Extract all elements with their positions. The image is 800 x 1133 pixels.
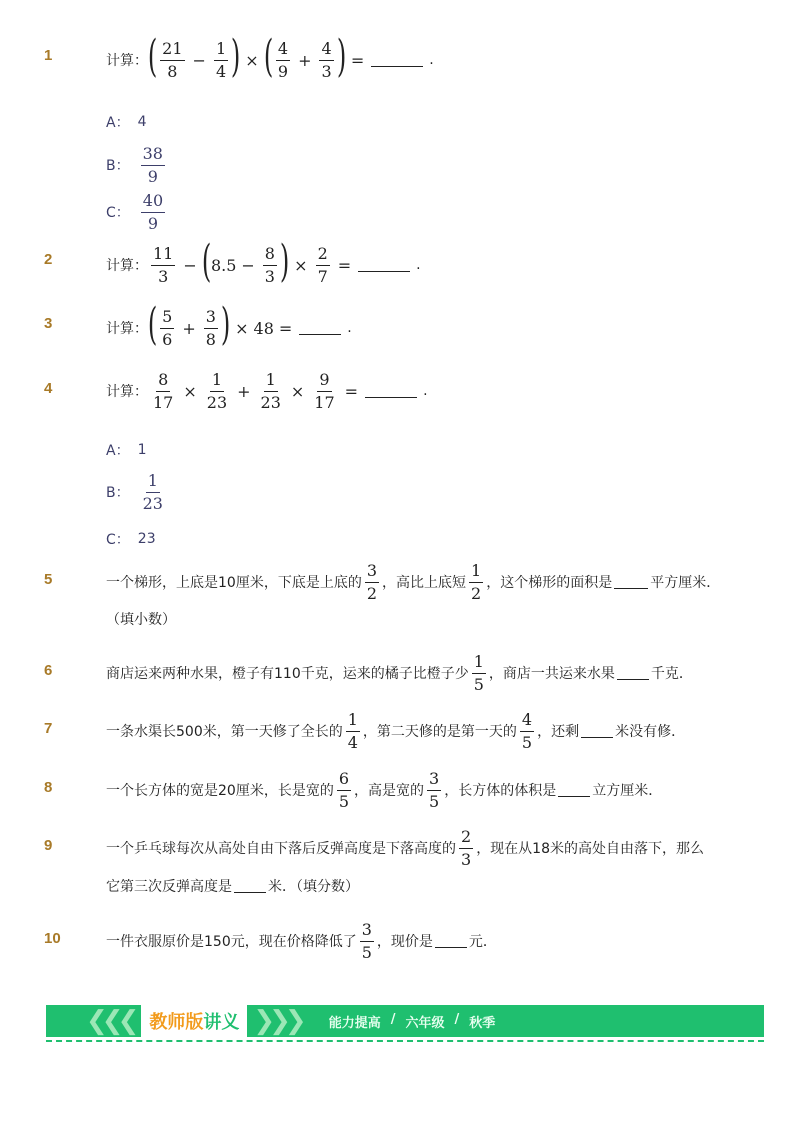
question-number: 10 <box>44 930 61 947</box>
numerator: 21 <box>160 40 184 61</box>
answer-blank <box>581 725 613 738</box>
answer-blank <box>358 259 410 272</box>
fraction <box>160 308 174 348</box>
denominator: 17 <box>153 392 174 412</box>
numerator: 1 <box>472 653 486 674</box>
times-sign: × <box>245 50 259 70</box>
question-stem <box>106 31 434 82</box>
option-a <box>106 112 147 132</box>
denominator: 7 <box>317 266 328 286</box>
option-value: 23 <box>137 531 156 547</box>
question-text: ，高比上底短 <box>382 575 467 592</box>
answer-blank <box>617 667 649 680</box>
question-text: 一个乒乓球每次从高处自由下落后反弹高度是下落高度的 <box>106 841 456 858</box>
plus-sign: + <box>237 381 251 401</box>
denominator: 5 <box>429 791 440 811</box>
question-number: 7 <box>44 720 53 737</box>
times-sign: × <box>235 318 249 338</box>
denominator: 2 <box>366 583 378 603</box>
numerator: 2 <box>316 245 330 266</box>
option-b <box>106 145 168 185</box>
option-label: A： <box>106 115 130 131</box>
question-text: 米．（填分数） <box>268 879 359 895</box>
paren-open: ( <box>201 236 212 287</box>
plus-sign: + <box>182 318 196 338</box>
question-text: 一个长方体的宽是20厘米，长是宽的 <box>106 783 334 800</box>
numerator: 38 <box>141 145 165 166</box>
answer-blank <box>614 576 648 589</box>
question-stem <box>106 236 421 287</box>
question-stem <box>106 299 352 350</box>
question-prefix: 计算： <box>106 384 148 401</box>
denominator: 3 <box>321 61 332 81</box>
footer-title <box>141 1005 247 1037</box>
chevron-right-icon: ❯❯❯ <box>253 1006 301 1036</box>
option-value: 4 <box>137 114 147 130</box>
number: 8.5 <box>210 255 237 275</box>
option-fraction <box>141 192 165 232</box>
question-stem <box>106 653 693 693</box>
question-text: 立方厘米． <box>592 783 663 800</box>
numerator: 4 <box>319 40 333 61</box>
period: . <box>416 257 421 273</box>
option-c <box>106 192 168 232</box>
question-note: （填小数） <box>106 612 176 628</box>
breadcrumb-item: 六年级 <box>405 1015 445 1031</box>
answer-blank <box>558 784 590 797</box>
fraction <box>459 828 473 868</box>
denominator: 9 <box>147 166 158 186</box>
fraction <box>312 371 336 411</box>
question-stem <box>106 371 428 411</box>
question-stem <box>106 711 685 751</box>
denominator: 8 <box>205 329 216 349</box>
numerator: 6 <box>337 770 351 791</box>
fraction <box>259 371 283 411</box>
fraction <box>472 653 486 693</box>
fraction <box>205 371 229 411</box>
breadcrumb-separator: / <box>390 1011 396 1027</box>
paren-close: ) <box>336 31 346 82</box>
denominator: 3 <box>461 849 472 869</box>
denominator: 4 <box>347 732 358 752</box>
paren-close: ) <box>220 299 231 350</box>
fraction <box>520 711 534 751</box>
question-text: 它第三次反弹高度是 <box>106 879 232 895</box>
denominator: 2 <box>471 583 482 603</box>
fraction <box>214 40 228 80</box>
question-text: ，长方体的体积是 <box>444 783 557 800</box>
denominator: 5 <box>361 942 372 962</box>
option-b <box>106 472 168 512</box>
numerator: 4 <box>276 40 290 61</box>
question-text: 平方厘米． <box>650 575 721 592</box>
denominator: 23 <box>206 392 228 412</box>
question-prefix: 计算： <box>106 53 148 69</box>
denominator: 17 <box>314 392 335 412</box>
fraction <box>160 40 184 80</box>
numerator: 3 <box>427 770 441 791</box>
footer-banner <box>46 1005 764 1037</box>
question-text: ，现在从18米的高处自由落下，那么 <box>476 841 705 858</box>
numerator: 11 <box>151 245 175 266</box>
question-number: 1 <box>44 47 53 64</box>
period: . <box>429 52 434 68</box>
question-number: 5 <box>44 571 53 588</box>
question-number: 2 <box>44 251 53 268</box>
question-text: 元． <box>468 934 497 951</box>
question-stem <box>106 921 497 961</box>
question-number: 8 <box>44 779 53 796</box>
denominator: 4 <box>215 61 227 81</box>
question-text: 一条水渠长500米，第一天修了全长的 <box>106 724 343 741</box>
period: . <box>423 383 428 400</box>
option-label: C： <box>106 532 130 548</box>
answer-blank <box>365 385 417 398</box>
paren-open: ( <box>263 31 274 82</box>
question-number: 4 <box>44 380 53 397</box>
numerator: 40 <box>141 192 165 213</box>
question-text: ，商店一共运来水果 <box>488 666 615 683</box>
numerator: 1 <box>346 711 360 732</box>
numerator: 1 <box>264 371 278 392</box>
numerator: 1 <box>469 562 483 583</box>
fraction <box>204 308 218 348</box>
option-a <box>106 440 147 460</box>
question-stem <box>106 770 662 810</box>
numerator: 1 <box>210 371 224 392</box>
answer-blank <box>435 935 467 948</box>
numerator: 1 <box>146 472 160 493</box>
question-number: 9 <box>44 837 53 854</box>
option-value: 1 <box>137 442 147 458</box>
numerator: 2 <box>459 828 473 849</box>
option-c <box>106 529 156 549</box>
equals-sign: = <box>350 50 365 70</box>
question-prefix: 计算： <box>106 321 148 337</box>
option-label: B： <box>106 485 130 502</box>
footer-divider <box>46 1040 764 1042</box>
denominator: 23 <box>142 493 163 513</box>
question-text: ，第二天修的是第一天的 <box>362 724 517 741</box>
fraction <box>360 921 374 961</box>
chevron-left-icon: ❮❮❮ <box>86 1006 134 1036</box>
fraction <box>263 245 277 285</box>
option-label: B： <box>106 158 130 175</box>
period: . <box>347 320 352 336</box>
fraction <box>316 245 330 285</box>
footer-title-lecture: 讲义 <box>203 1012 240 1033</box>
question-stem <box>106 562 720 602</box>
question-text: ，现价是 <box>376 934 433 951</box>
answer-blank <box>371 54 423 67</box>
breadcrumb-separator: / <box>454 1011 460 1027</box>
denominator: 3 <box>158 266 169 286</box>
times-sign: × <box>183 381 197 401</box>
question-text: ，还剩 <box>537 724 580 741</box>
numerator: 4 <box>520 711 534 732</box>
paren-open: ( <box>147 299 158 350</box>
denominator: 9 <box>147 213 159 233</box>
breadcrumb-item: 秋季 <box>469 1015 496 1031</box>
minus-sign: − <box>183 255 197 275</box>
numerator: 3 <box>365 562 379 583</box>
question-number: 6 <box>44 662 53 679</box>
question-text: 千克． <box>650 666 693 683</box>
breadcrumb-item: 能力提高 <box>328 1015 381 1031</box>
denominator: 5 <box>473 674 484 694</box>
option-fraction <box>141 145 165 185</box>
times-sign: × <box>290 381 305 401</box>
fraction <box>337 770 351 810</box>
option-fraction <box>141 472 165 512</box>
denominator: 3 <box>264 266 275 286</box>
option-label: C： <box>106 205 130 222</box>
question-text: ，高是宽的 <box>354 783 425 800</box>
numerator: 9 <box>317 371 331 392</box>
numerator: 3 <box>204 308 218 329</box>
equals-sign: = <box>337 255 352 275</box>
number: 48 <box>253 318 274 338</box>
fraction <box>276 40 290 80</box>
question-text: 一件衣服原价是150元，现在价格降低了 <box>106 934 357 951</box>
plus-sign: + <box>298 50 312 70</box>
paren-close: ) <box>279 236 290 287</box>
numerator: 8 <box>263 245 277 266</box>
question-text: 商店运来两种水果，橙子有110千克，运来的橘子比橙子少 <box>106 666 469 683</box>
fraction <box>151 245 175 285</box>
question-text: 米没有修． <box>615 724 686 741</box>
numerator: 5 <box>160 308 174 329</box>
fraction <box>427 770 441 810</box>
denominator: 23 <box>260 392 281 412</box>
equals-sign: = <box>344 381 359 401</box>
breadcrumb <box>329 1012 496 1031</box>
numerator: 3 <box>360 921 374 942</box>
times-sign: × <box>294 255 308 275</box>
answer-blank <box>299 322 341 335</box>
numerator: 1 <box>214 40 228 61</box>
footer-title-teacher: 教师版 <box>149 1012 204 1033</box>
minus-sign: − <box>241 255 255 275</box>
denominator: 9 <box>277 61 289 81</box>
answer-blank <box>234 880 266 893</box>
denominator: 5 <box>338 791 350 811</box>
question-text: ，这个梯形的面积是 <box>486 575 613 592</box>
question-stem <box>106 828 704 868</box>
numerator: 8 <box>156 371 170 392</box>
question-prefix: 计算： <box>106 258 148 274</box>
question-text: 一个梯形，上底是10厘米，下底是上底的 <box>106 575 362 592</box>
minus-sign: − <box>192 50 206 70</box>
option-label: A： <box>106 443 130 459</box>
fraction <box>346 711 360 751</box>
paren-open: ( <box>147 31 158 82</box>
fraction <box>365 562 379 602</box>
question-stem-continued <box>106 876 359 896</box>
fraction <box>151 371 175 411</box>
question-number: 3 <box>44 315 53 332</box>
fraction <box>319 40 333 80</box>
equals-sign: = <box>278 318 293 338</box>
denominator: 5 <box>521 732 533 752</box>
fraction <box>469 562 483 602</box>
denominator: 8 <box>167 61 178 81</box>
paren-close: ) <box>230 31 241 82</box>
denominator: 6 <box>162 329 173 349</box>
